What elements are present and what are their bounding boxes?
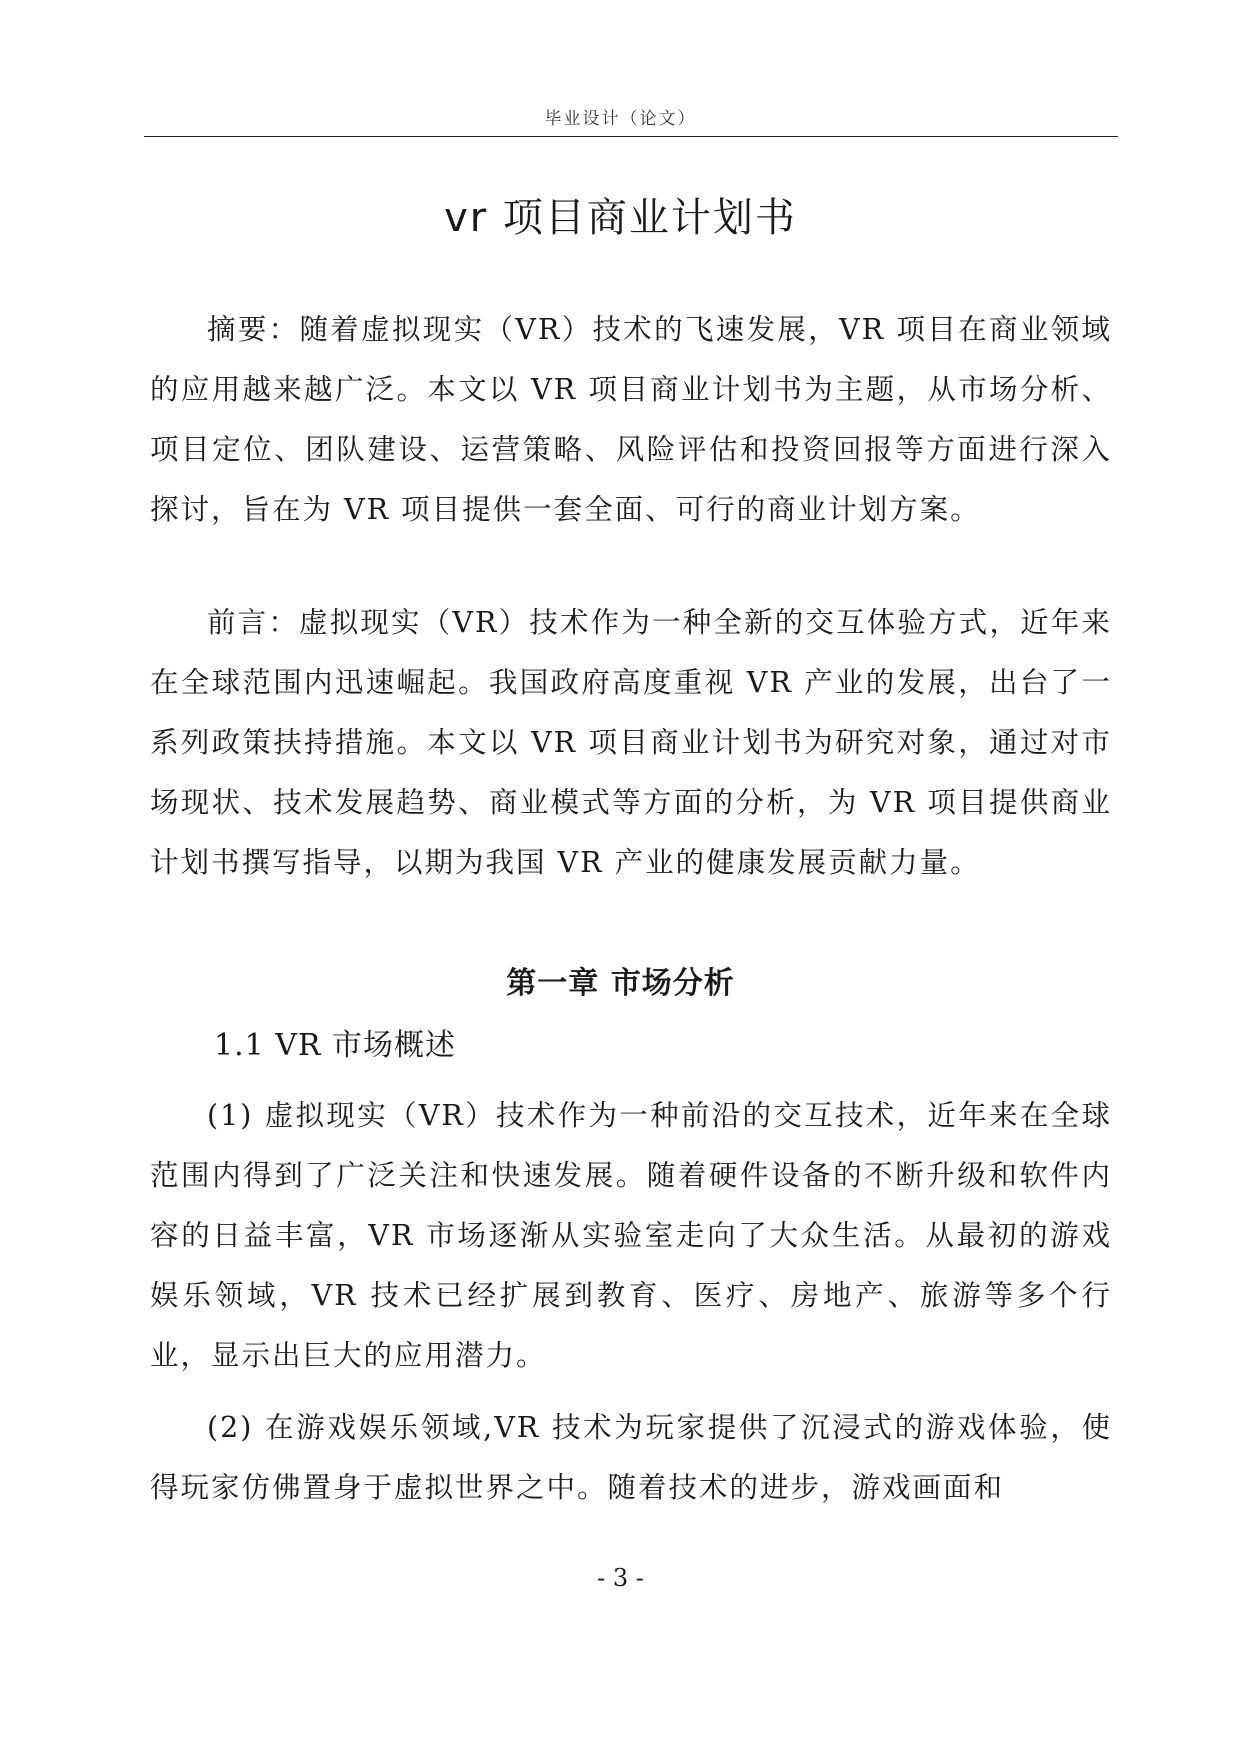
preface-paragraph: 前言：虚拟现实（VR）技术作为一种全新的交互体验方式，近年来在全球范围内迅速崛起。我国政府高度重视 VR 产业的发展，出台了一系列政策扶持措施。本文以 VR 项目商业计划书为研究对象，通过对市场现状、技术发展趋势、商业模式等方面的分析，为 VR 项目提供商业计划书撰写指导，以期为我国 VR 产业的健康发展贡献力量。: [150, 606, 1112, 879]
document-title: vr 项目商业计划书: [444, 195, 797, 241]
page-number: - 3 -: [597, 1564, 644, 1592]
running-header: 毕业设计（论文）: [544, 109, 697, 129]
abstract-paragraph: 摘要：随着虚拟现实（VR）技术的飞速发展，VR 项目在商业领域的应用越来越广泛。本文以 VR 项目商业计划书为主题，从市场分析、项目定位、团队建设、运营策略、风险评估和投资回报等方面进行深入探讨，旨在为 VR 项目提供一套全面、可行的商业计划方案。: [150, 313, 1112, 526]
body-paragraph-2: (2) 在游戏娱乐领域,VR 技术为玩家提供了沉浸式的游戏体验，使得玩家仿佛置身于虚拟世界之中。随着技术的进步，游戏画面和: [150, 1411, 1112, 1504]
section-heading: 1.1 VR 市场概述: [214, 1028, 457, 1063]
body-paragraph-1: (1) 虚拟现实（VR）技术作为一种前沿的交互技术，近年来在全球范围内得到了广泛关注和快速发展。随着硬件设备的不断升级和软件内容的日益丰富，VR 市场逐渐从实验室走向了大众生活。从最初的游戏娱乐领域，VR 技术已经扩展到教育、医疗、房地产、旅游等多个行业，显示出巨大的应用潜力。: [150, 1099, 1112, 1372]
header-divider: [144, 136, 1118, 137]
chapter-heading: 第一章 市场分析: [506, 966, 735, 1001]
